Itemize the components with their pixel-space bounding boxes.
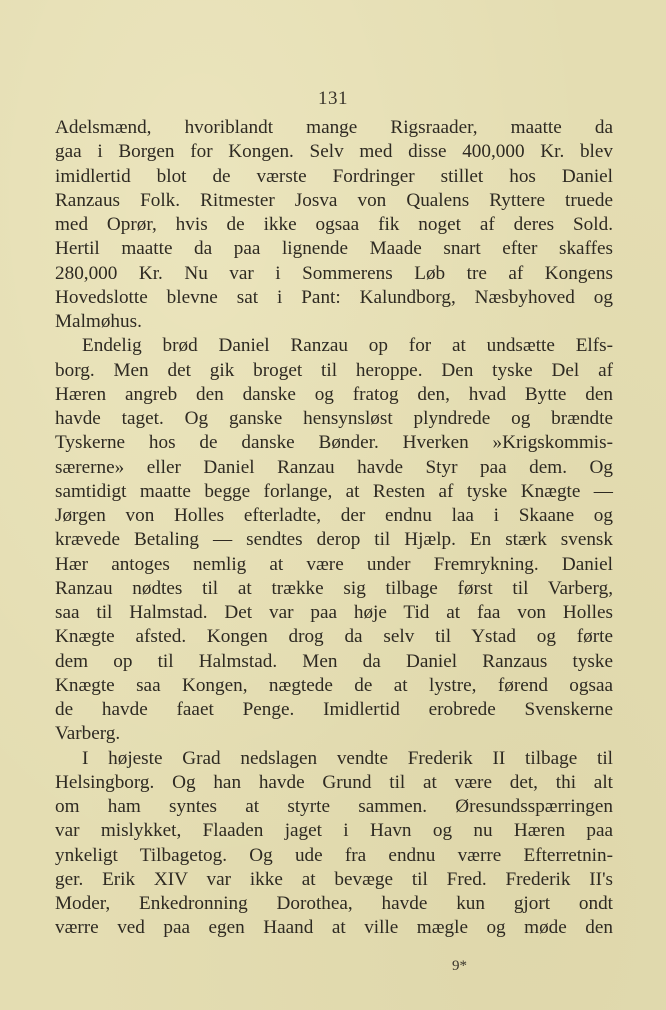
text-line: krævede Betaling — sendtes derop til Hjælp. En stærk svensk xyxy=(55,529,613,551)
text-line: værre ved paa egen Haand at ville mægle og møde den xyxy=(55,917,613,939)
text-line: I højeste Grad nedslagen vendte Frederik II tilbage til xyxy=(82,747,613,769)
text-line: Malmøhus. xyxy=(55,311,142,332)
text-line: Endelig brød Daniel Ranzau op for at undsætte Elfs- xyxy=(82,335,613,357)
text-line: Hertil maatte da paa lignende Maade snart efter skaffes xyxy=(55,238,613,260)
text-line: havde taget. Og ganske hensynsløst plyndrede og brændte xyxy=(55,408,613,429)
text-line: Hæren angreb den danske og fratog den, hvad Bytte den xyxy=(55,383,613,405)
text-line: Adelsmænd, hvoriblandt mange Rigsraader, maatte da xyxy=(55,117,613,138)
text-line: Moder, Enkedronning Dorothea, havde kun gjort ondt xyxy=(55,893,613,914)
page-number: 131 xyxy=(318,88,348,109)
text-line: Hovedslotte blevne sat i Pant: Kalundborg, Næsbyhoved og xyxy=(55,286,613,308)
text-line: Ranzaus Folk. Ritmester Josva von Qualens Ryttere truede xyxy=(55,189,613,211)
text-line: Jørgen von Holles efterladte, der endnu laa i Skaane og xyxy=(55,505,613,526)
body-text xyxy=(55,116,613,941)
signature-mark: 9* xyxy=(452,958,467,974)
text-line: om ham syntes at styrte sammen. Øresundsspærringen xyxy=(55,796,613,817)
text-line: var mislykket, Flaaden jaget i Havn og nu Hæren paa xyxy=(55,820,613,842)
text-line: Knægte afsted. Kongen drog da selv til Ystad og førte xyxy=(55,626,613,648)
text-line: Ranzau nødtes til at trække sig tilbage først til Varberg, xyxy=(55,577,613,599)
text-line: Knægte saa Kongen, nægtede de at lystre, førend ogsaa xyxy=(55,674,613,696)
text-line: dem op til Halmstad. Men da Daniel Ranzaus tyske xyxy=(55,650,613,672)
text-line: de havde faaet Penge. Imidlertid erobrede Svenskerne xyxy=(55,699,613,720)
text-line: Hær antoges nemlig at være under Fremrykning. Daniel xyxy=(55,553,613,575)
text-line: med Oprør, hvis de ikke ogsaa fik noget af deres Sold. xyxy=(55,214,613,235)
text-line: 280,000 Kr. Nu var i Sommerens Løb tre af Kongens xyxy=(55,262,613,284)
text-line: Tyskerne hos de danske Bønder. Hverken »Krigskommis- xyxy=(55,432,613,454)
text-line: Helsingborg. Og han havde Grund til at være det, thi alt xyxy=(55,771,613,793)
text-line: Varberg. xyxy=(55,723,121,745)
text-line: samtidigt maatte begge forlange, at Resten af tyske Knægte — xyxy=(55,480,613,502)
text-line: imidlertid blot de værste Fordringer stillet hos Daniel xyxy=(55,165,613,187)
text-line: borg. Men det gik broget til heroppe. Den tyske Del af xyxy=(55,359,613,381)
paragraph xyxy=(55,747,613,941)
paragraph xyxy=(55,116,613,334)
text-line: gaa i Borgen for Kongen. Selv med disse 400,000 Kr. blev xyxy=(55,141,613,163)
text-line: saa til Halmstad. Det var paa høje Tid at faa von Holles xyxy=(55,602,613,623)
text-line: særerne» eller Daniel Ranzau havde Styr paa dem. Og xyxy=(55,456,613,478)
text-line: ger. Erik XIV var ikke at bevæge til Fred. Frederik II's xyxy=(55,868,613,890)
text-line: ynkeligt Tilbagetog. Og ude fra endnu værre Efterretnin- xyxy=(55,844,613,866)
paragraph xyxy=(55,334,613,746)
